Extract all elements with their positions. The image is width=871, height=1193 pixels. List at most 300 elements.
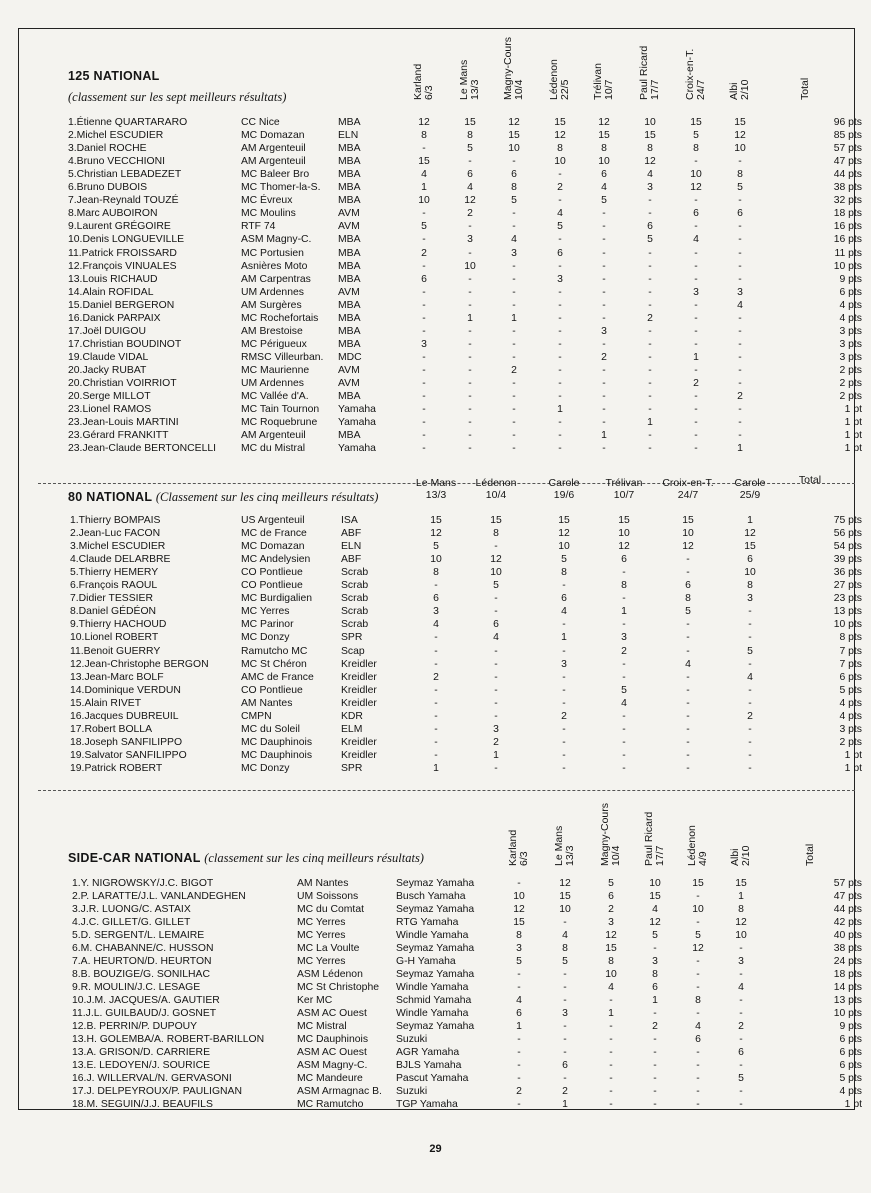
points-cell: - [602, 221, 606, 233]
machine-make: MBA [338, 391, 361, 403]
points-cell: 2 [467, 208, 473, 220]
points-cell: - [748, 762, 752, 774]
points-cell: 4 [516, 995, 522, 1006]
column-header-total: Total [798, 474, 822, 486]
points-cell: - [434, 710, 438, 722]
points-cell: - [512, 404, 516, 416]
points-cell: - [468, 443, 472, 455]
points-cell: 2 [493, 736, 499, 748]
points-cell: - [468, 430, 472, 442]
points-cell: - [686, 632, 690, 644]
club-name: AM Argenteuil [241, 156, 306, 168]
column-header-le-mans [459, 60, 481, 100]
table-row [0, 168, 871, 181]
points-cell: - [602, 286, 606, 298]
club-name: MC Moulins [241, 208, 296, 220]
total-points: 2 pts [839, 364, 862, 376]
points-cell: - [648, 247, 652, 259]
points-cell: - [648, 443, 652, 455]
points-cell: - [562, 749, 566, 761]
points-cell: 5 [695, 930, 701, 941]
club-name: AM Brestoise [241, 325, 303, 337]
club-name: CO Pontlieue [241, 684, 303, 696]
club-name: MC Yerres [297, 917, 346, 928]
club-name: MC La Voulte [297, 943, 360, 954]
points-cell: - [602, 247, 606, 259]
total-points: 56 pts [833, 528, 862, 540]
total-points: 38 pts [833, 182, 862, 194]
points-cell: - [602, 234, 606, 246]
points-cell: 12 [418, 117, 430, 128]
points-cell: 1 [467, 312, 473, 324]
points-cell: 3 [511, 247, 517, 259]
section-title-text: 125 NATIONAL [68, 69, 160, 83]
table-row [0, 566, 871, 579]
points-cell: - [434, 749, 438, 761]
column-header-paul-ricard [639, 46, 661, 100]
machine-make: Scrab [341, 593, 369, 605]
points-cell: - [648, 273, 652, 285]
points-cell: - [609, 1047, 613, 1058]
points-cell: 10 [558, 541, 570, 553]
points-cell: - [696, 982, 700, 993]
points-cell: - [558, 260, 562, 272]
total-points: 39 pts [833, 554, 862, 566]
table-row [0, 1085, 871, 1098]
points-cell: - [653, 1073, 657, 1084]
club-name: AM Nantes [297, 878, 349, 889]
points-cell: - [686, 567, 690, 579]
points-cell: 15 [554, 117, 566, 128]
column-header-line: Albi [729, 848, 741, 866]
column-header-line: Paul Ricard [638, 45, 650, 100]
column-header-line: Croix-en-T. [662, 477, 714, 489]
column-header-line: Trélivan [592, 63, 604, 100]
points-cell: - [468, 156, 472, 168]
points-cell: 12 [559, 878, 571, 889]
club-name: MC Baleer Bro [241, 169, 310, 181]
points-cell: - [422, 312, 426, 324]
points-cell: - [558, 378, 562, 389]
points-cell: 3 [621, 632, 627, 644]
machine-make: MBA [338, 273, 361, 285]
total-points: 9 pts [839, 273, 862, 285]
table-row [0, 181, 871, 194]
column-header-croix-en-t [656, 477, 720, 501]
points-cell: - [512, 417, 516, 429]
points-cell: 4 [421, 169, 427, 181]
section-separator [38, 790, 855, 791]
total-points: 3 pts [839, 338, 862, 350]
points-cell: 3 [652, 956, 658, 967]
points-cell: - [434, 645, 438, 657]
points-cell: 2 [621, 645, 627, 657]
column-header-line: 6/3 [423, 85, 435, 100]
points-cell: 1 [747, 515, 753, 526]
machine-make: TGP Yamaha [396, 1099, 458, 1110]
rider-name: 1.Thierry BOMPAIS [70, 515, 161, 526]
points-cell: 1 [511, 312, 517, 324]
total-points: 3 pts [839, 325, 862, 337]
total-points: 6 pts [839, 286, 862, 298]
points-cell: 10 [692, 904, 704, 915]
points-cell: 6 [647, 221, 653, 233]
points-cell: - [602, 417, 606, 429]
points-cell: - [739, 969, 743, 980]
points-cell: - [648, 378, 652, 389]
points-cell: 15 [513, 917, 525, 928]
points-cell: - [622, 671, 626, 683]
points-cell: 10 [554, 156, 566, 168]
points-cell: 10 [508, 143, 520, 155]
column-header-line: Karland [507, 829, 519, 866]
rider-name: 3.Daniel ROCHE [68, 143, 147, 155]
rider-name: 17.Christian BOUDINOT [68, 338, 182, 350]
rider-name: 12.B. PERRIN/P. DUPOUY [72, 1021, 198, 1032]
points-cell: - [686, 749, 690, 761]
total-points: 1 pt [844, 762, 862, 774]
points-cell: - [694, 221, 698, 233]
total-points: 8 pts [839, 632, 862, 644]
rider-name: 13.E. LEDOYEN/J. SOURICE [72, 1060, 211, 1071]
table-row [0, 416, 871, 429]
points-cell: 5 [737, 182, 743, 194]
points-cell: 2 [561, 710, 567, 722]
points-cell: 15 [490, 515, 502, 526]
machine-make: G-H Yamaha [396, 956, 456, 967]
table-row [0, 403, 871, 416]
points-cell: - [686, 554, 690, 566]
points-cell: - [694, 247, 698, 259]
total-points: 57 pts [833, 143, 862, 155]
points-cell: - [738, 221, 742, 233]
machine-make: AVM [338, 378, 360, 389]
column-header-line: 10/7 [603, 79, 615, 100]
table-row [0, 903, 871, 916]
club-name: AM Argenteuil [241, 430, 306, 442]
points-cell: 1 [493, 749, 499, 761]
total-points: 54 pts [833, 541, 862, 553]
machine-make: Scrab [341, 580, 369, 592]
points-cell: - [562, 671, 566, 683]
machine-make: MBA [338, 299, 361, 311]
club-name: AM Nantes [241, 697, 293, 709]
machine-make: ELN [341, 541, 362, 553]
machine-make: AGR Yamaha [396, 1047, 460, 1058]
column-header-line: 13/3 [469, 79, 481, 100]
rider-name: 11.Benoit GUERRY [70, 645, 161, 657]
points-cell: - [494, 658, 498, 670]
machine-make: BJLS Yamaha [396, 1060, 462, 1071]
table-row [0, 697, 871, 710]
machine-make: Scrab [341, 606, 369, 618]
total-points: 16 pts [833, 221, 862, 233]
column-header-total [805, 844, 816, 866]
column-header-le-mans [404, 477, 468, 501]
points-cell: - [648, 430, 652, 442]
column-header-magny-cours [600, 803, 622, 866]
column-header-le-mans [554, 826, 576, 866]
rider-name: 19.Claude VIDAL [68, 351, 149, 363]
points-cell: - [694, 404, 698, 416]
rider-name: 8.Daniel GÉDÉON [70, 606, 157, 618]
rider-name: 13.Jean-Marc BOLF [70, 671, 164, 683]
rider-name: 23.Gérard FRANKITT [68, 430, 169, 442]
points-cell: - [738, 273, 742, 285]
points-cell: - [468, 364, 472, 376]
points-cell: 5 [693, 130, 699, 142]
rider-name: 18.M. SEGUIN/J.J. BEAUFILS [72, 1099, 213, 1110]
points-cell: - [609, 995, 613, 1006]
points-cell: - [696, 1047, 700, 1058]
points-cell: - [422, 351, 426, 363]
rider-name: 17.Robert BOLLA [70, 723, 153, 735]
table-row [0, 968, 871, 981]
points-cell: 5 [421, 221, 427, 233]
points-cell: 10 [513, 891, 525, 902]
points-cell: - [738, 260, 742, 272]
total-points: 10 pts [833, 619, 862, 631]
column-header-line: Karland [412, 63, 424, 100]
points-cell: - [622, 749, 626, 761]
points-cell: - [558, 234, 562, 246]
points-cell: 6 [737, 208, 743, 220]
club-name: MC Andelysien [241, 554, 311, 566]
points-cell: - [562, 723, 566, 735]
points-cell: - [558, 338, 562, 350]
machine-make: Yamaha [338, 417, 376, 429]
column-header-trelivan [592, 477, 656, 501]
points-cell: - [558, 417, 562, 429]
points-cell: - [739, 1086, 743, 1097]
total-points: 5 pts [839, 1073, 862, 1084]
points-cell: - [609, 1021, 613, 1032]
table-row [0, 994, 871, 1007]
total-points: 7 pts [839, 645, 862, 657]
points-cell: 10 [618, 528, 630, 540]
points-cell: - [686, 619, 690, 631]
machine-make: Kreidler [341, 697, 377, 709]
table-row [0, 736, 871, 749]
table-row [0, 762, 871, 775]
club-name: MC Donzy [241, 632, 290, 644]
club-name: MC Périgueux [241, 338, 307, 350]
rider-name: 19.Patrick ROBERT [70, 762, 163, 774]
machine-make: SPR [341, 632, 363, 644]
table-row [0, 955, 871, 968]
points-cell: 8 [747, 580, 753, 592]
club-name: MC Évreux [241, 195, 293, 207]
points-cell: 6 [557, 247, 563, 259]
points-cell: - [748, 632, 752, 644]
points-cell: - [494, 697, 498, 709]
total-points: 1 pt [844, 443, 862, 455]
points-cell: 4 [685, 658, 691, 670]
points-cell: - [653, 943, 657, 954]
points-cell: - [694, 312, 698, 324]
rider-name: 23.Jean-Louis MARTINI [68, 417, 179, 429]
rider-name: 12.François VINUALES [68, 260, 177, 272]
points-cell: - [512, 273, 516, 285]
points-cell: - [648, 325, 652, 337]
column-header-line: 17/7 [649, 79, 661, 100]
points-cell: 2 [652, 1021, 658, 1032]
points-cell: 1 [562, 1099, 568, 1110]
points-cell: - [622, 567, 626, 579]
machine-make: ISA [341, 515, 358, 526]
points-cell: 3 [561, 658, 567, 670]
points-cell: - [694, 364, 698, 376]
club-name: ASM Lédenon [297, 969, 363, 980]
rider-name: 8.B. BOUZIGE/G. SONILHAC [72, 969, 210, 980]
points-cell: 6 [601, 169, 607, 181]
machine-make: Kreidler [341, 658, 377, 670]
table-row [0, 710, 871, 723]
points-cell: 4 [737, 299, 743, 311]
club-name: RMSC Villeurban. [241, 351, 324, 363]
points-cell: - [422, 378, 426, 389]
points-cell: 6 [562, 1060, 568, 1071]
club-name: MC Yerres [241, 606, 290, 618]
table-row [0, 981, 871, 994]
points-cell: - [648, 364, 652, 376]
points-cell: - [558, 325, 562, 337]
points-cell: - [422, 325, 426, 337]
column-header-ledenon [549, 59, 571, 100]
machine-make: Scap [341, 645, 365, 657]
machine-make: MBA [338, 260, 361, 272]
points-cell: - [512, 338, 516, 350]
points-cell: - [622, 710, 626, 722]
column-header-paul-ricard [644, 812, 666, 866]
club-name: MC Maurienne [241, 364, 310, 376]
machine-make: ABF [341, 528, 362, 540]
column-header-line: 2/10 [740, 845, 752, 866]
points-cell: - [653, 1008, 657, 1019]
points-cell: - [738, 325, 742, 337]
total-points: 6 pts [839, 1034, 862, 1045]
points-cell: 4 [747, 671, 753, 683]
points-cell: 2 [562, 1086, 568, 1097]
total-points: 47 pts [833, 891, 862, 902]
club-name: MC du Soleil [241, 723, 300, 735]
total-points: 2 pts [839, 378, 862, 389]
table-row [0, 579, 871, 592]
points-cell: - [422, 234, 426, 246]
column-header-line: 22/5 [559, 79, 571, 100]
rider-name: 5.Thierry HEMERY [70, 567, 159, 579]
points-cell: 8 [511, 182, 517, 194]
points-cell: 4 [562, 930, 568, 941]
rider-name: 3.J.R. LUONG/C. ASTAIX [72, 904, 191, 915]
points-cell: - [609, 1073, 613, 1084]
points-cell: 2 [557, 182, 563, 194]
points-cell: 4 [652, 904, 658, 915]
points-cell: - [748, 697, 752, 709]
points-cell: - [512, 221, 516, 233]
points-cell: - [738, 378, 742, 389]
column-header-line: Carole [734, 477, 766, 489]
column-header-line: 24/7 [677, 489, 699, 501]
machine-make: MBA [338, 312, 361, 324]
machine-make: Schmid Yamaha [396, 995, 472, 1006]
club-name: MC St Christophe [297, 982, 379, 993]
points-cell: - [563, 1034, 567, 1045]
points-cell: 10 [734, 143, 746, 155]
total-points: 14 pts [833, 982, 862, 993]
points-cell: - [694, 156, 698, 168]
table-row [0, 364, 871, 377]
points-cell: - [422, 404, 426, 416]
points-cell: 3 [693, 286, 699, 298]
points-cell: - [602, 273, 606, 285]
points-cell: - [563, 1073, 567, 1084]
points-cell: 15 [559, 891, 571, 902]
club-name: MC Domazan [241, 130, 305, 142]
column-header-carole [532, 477, 596, 501]
points-cell: 6 [693, 208, 699, 220]
points-cell: 15 [464, 117, 476, 128]
club-name: AM Carpentras [241, 273, 311, 285]
points-cell: 6 [467, 169, 473, 181]
points-cell: - [739, 995, 743, 1006]
rider-name: 2.Jean-Luc FACON [70, 528, 161, 540]
table-row [0, 553, 871, 566]
points-cell: 15 [734, 117, 746, 128]
column-header-ledenon [687, 825, 709, 866]
club-name: MC Burdigalien [241, 593, 313, 605]
column-header-carole [718, 477, 782, 501]
points-cell: - [517, 1073, 521, 1084]
club-name: ASM AC Ouest [297, 1047, 367, 1058]
points-cell: - [648, 351, 652, 363]
points-cell: 6 [493, 619, 499, 631]
points-cell: - [622, 723, 626, 735]
points-cell: 12 [644, 156, 656, 168]
column-header-line: Magny-Cours [502, 36, 514, 100]
points-cell: - [694, 195, 698, 207]
points-cell: - [739, 1060, 743, 1071]
total-points: 27 pts [833, 580, 862, 592]
points-cell: 5 [608, 878, 614, 889]
points-cell: - [739, 1034, 743, 1045]
points-cell: - [738, 351, 742, 363]
table-row [0, 671, 871, 684]
points-cell: 8 [433, 567, 439, 579]
total-points: 13 pts [833, 995, 862, 1006]
points-cell: - [434, 658, 438, 670]
points-cell: - [434, 684, 438, 696]
points-cell: - [422, 391, 426, 403]
points-cell: - [468, 391, 472, 403]
points-cell: - [686, 736, 690, 748]
total-points: 2 pts [839, 736, 862, 748]
column-header-line: 4/9 [697, 851, 709, 866]
section-title [68, 69, 160, 83]
points-cell: - [739, 943, 743, 954]
points-cell: - [738, 195, 742, 207]
total-points: 7 pts [839, 658, 862, 670]
points-cell: - [422, 260, 426, 272]
points-cell: 12 [734, 130, 746, 142]
total-points: 23 pts [833, 593, 862, 605]
machine-make: ELN [338, 130, 359, 142]
points-cell: 3 [421, 338, 427, 350]
points-cell: 6 [738, 1047, 744, 1058]
table-row [0, 247, 871, 260]
points-cell: 2 [738, 1021, 744, 1032]
machine-make: Suzuki [396, 1034, 428, 1045]
